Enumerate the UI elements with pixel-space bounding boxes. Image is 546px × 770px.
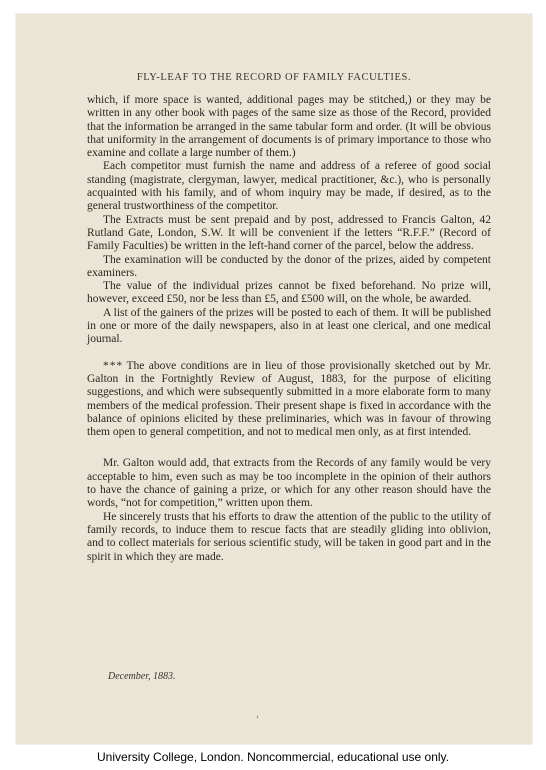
page-mark: ‘ xyxy=(256,714,259,724)
paragraph-prize-value: The value of the individual prizes cannot be fixed beforehand. No prize will, however, exceed £50, nor be less than £5, and £500 will, on the whole, be awarded. xyxy=(87,280,491,306)
document-date: December, 1883. xyxy=(108,671,176,682)
paragraph-extracts: The Extracts must be sent prepaid and by post, addressed to Francis Galton, 42 Rutland Gate, London, S.W. It will be convenient if the letters “R.F.F.” (Record of Family Faculties) be written in the left-hand corner of the parcel, below the address. xyxy=(87,213,491,253)
page-body xyxy=(87,94,491,564)
paragraph-extracts-request: Mr. Galton would add, that extracts from the Records of any family would be very acceptable to him, even such as may be too incomplete in the opinion of their authors to have the chance of gaining a prize, or which for any other reason should have the words, “not for competition,” written upon them. xyxy=(87,457,491,510)
paragraph-referee: Each competitor must furnish the name and address of a referee of good social standing (magistrate, clergyman, lawyer, medical practitioner, &c.), who is personally acquainted with his family, and of whom inquiry may be made, if desired, as to the general trustworthiness of the competitor. xyxy=(87,160,491,213)
paragraph-closing: He sincerely trusts that his efforts to draw the attention of the public to the utility of family records, to induce them to rescue facts that are steadily gliding into oblivion, and to collect materials for serious scientific study, will be taken in good part and in the spirit in which they are made. xyxy=(87,510,491,563)
paragraph-continuation: which, if more space is wanted, additional pages may be stitched,) or they may be written in any other book with pages of the same size as those of the Record, provided that the information be arranged in the same tabular form and order. (It will be obvious that uniformity in the arrangement of documents is of primary importance to those who examine and collate a large number of them.) xyxy=(87,94,491,160)
page-header: FLY-LEAF TO THE RECORD OF FAMILY FACULTIES. xyxy=(136,72,412,83)
document-page xyxy=(16,14,532,744)
paragraph-examination: The examination will be conducted by the donor of the prizes, aided by competent examiners. xyxy=(87,253,491,279)
paragraph-note: * * * The above conditions are in lieu of those provisionally sketched out by Mr. Galton in the Fortnightly Review of August, 1883, for the purpose of eliciting suggestions, and which were subsequently submitted in a more elaborate form to many members of the medical profession. Their present shape is fixed in accordance with the balance of opinions elicited by these preliminaries, which was in favour of throwing them open to general competition, and not to medical men only, as at first intended. xyxy=(87,359,491,439)
archive-credit: University College, London. Noncommercial, educational use only. xyxy=(97,750,449,764)
paragraph-gainers-list: A list of the gainers of the prizes will be posted to each of them. It will be published in one or more of the daily newspapers, also in at least one clerical, and one medical journal. xyxy=(87,306,491,346)
